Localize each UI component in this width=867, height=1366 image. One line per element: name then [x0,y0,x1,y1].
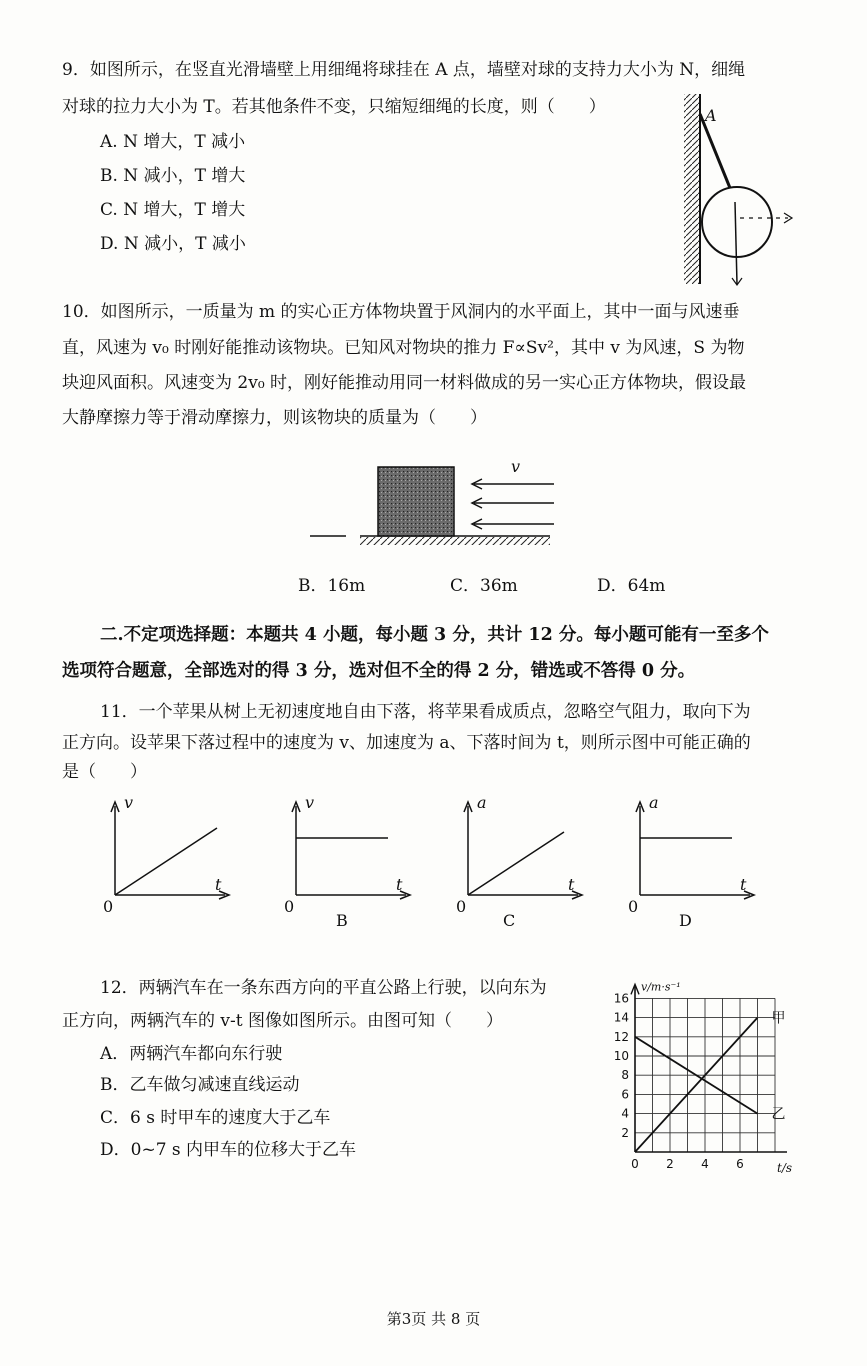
q9-point-a-label: A [705,106,717,125]
y-axis-label: v/m·s⁻¹ [641,980,681,994]
section2-heading-line-1: 二.不定项选择题：本题共 4 小题，每小题 3 分，共计 12 分。每小题可能有一至多个 [100,625,769,645]
q12-option-b: B．乙车做匀减速直线运动 [100,1075,300,1095]
q12-vt-chart [600,980,800,1184]
q10-wind-tunnel-figure [310,462,560,552]
y-tick-label: 6 [621,1087,629,1102]
q12-stem-line-1: 12．两辆汽车在一条东西方向的平直公路上行驶，以向东为 [100,978,547,998]
q10-wind-label: v [511,457,521,476]
q11-graph-c-x-label: t [568,875,575,894]
q10-stem-line-1: 10．如图所示，一质量为 m 的实心正方体物块置于风洞内的水平面上，其中一面与风速垂 [62,302,740,322]
q12-option-a: A．两辆汽车都向东行驶 [100,1044,283,1064]
q11-graph-a-x-label: t [215,875,222,894]
q11-graph-b-x-label: t [396,875,403,894]
q11-graph-d-caption: D [679,911,692,930]
y-tick-label: 2 [621,1125,629,1140]
q9-rope [700,114,730,188]
q11-graph-a-origin: 0 [103,897,114,916]
q11-graph-d-y-label: a [649,793,659,812]
x-tick-label: 6 [736,1157,744,1171]
q11-graph-a-y-label: v [124,793,134,812]
series-line-jia [635,1018,758,1152]
q11-graph-c-y-label: a [477,793,487,812]
x-tick-label: 4 [701,1157,709,1171]
q9-ball [702,187,772,257]
q12-option-d: D．0~7 s 内甲车的位移大于乙车 [100,1140,357,1160]
y-tick-label: 10 [613,1049,629,1063]
q9-wall-ball-figure [680,92,800,292]
q11-stem-line-3: 是（ ） [62,762,147,782]
q11-graph-d-x-label: t [740,875,747,894]
q11-graph-a-plot-line [115,828,217,895]
q11-graph-d-origin: 0 [628,897,639,916]
q9-wall-hatch [684,94,700,284]
q10-option-b: B．16m [298,576,366,596]
q11-graph-b-caption: B [336,911,348,930]
q11-graph-c-plot-line [468,832,564,895]
q10-stem-line-3: 块迎风面积。风速变为 2v₀ 时，刚好能推动用同一材料做成的另一实心正方体物块，假设最 [62,373,747,393]
q9-option-a: A. N 增大，T 减小 [100,132,246,152]
q9-stem-line-2: 对球的拉力大小为 T。若其他条件不变，只缩短细绳的长度，则（ ） [62,97,606,117]
y-tick-label: 14 [613,1010,629,1025]
y-tick-label: 16 [613,991,629,1006]
q11-graph-c-caption: C [503,911,516,930]
q10-stem-line-2: 直，风速为 v₀ 时刚好能推动该物块。已知风对物块的推力 F∝Sv²，其中 v 为风速，S 为物 [62,338,745,358]
page-footer: 第3页 共 8 页 [386,1310,481,1328]
q10-option-d: D．64m [597,576,666,596]
q11-graph-b-y-label: v [305,793,315,812]
q12-stem-line-2: 正方向，两辆汽车的 v-t 图像如图所示。由图可知（ ） [62,1011,503,1031]
q10-floor-hatch [360,537,550,545]
q10-option-c: C．36m [450,576,518,596]
q9-option-c: C. N 增大，T 增大 [100,200,246,220]
series-label-yi: 乙 [771,1106,786,1123]
q9-gravity-arrow [735,202,737,284]
x-axis-label: t/s [777,1161,793,1175]
q9-option-d: D. N 减小，T 减小 [100,234,246,254]
x-tick-label: 0 [631,1157,639,1171]
section2-heading-line-2: 选项符合题意，全部选对的得 3 分，选对但不全的得 2 分，错选或不答得 0 分。 [62,661,696,681]
y-tick-label: 4 [621,1106,629,1121]
series-label-jia: 甲 [771,1010,786,1027]
q10-block [378,467,454,536]
q9-stem-line-1: 9．如图所示，在竖直光滑墙壁上用细绳将球挂在 A 点，墙壁对球的支持力大小为 N，细绳 [62,60,746,80]
q11-stem-line-1: 11．一个苹果从树上无初速度地自由下落，将苹果看成质点，忽略空气阻力，取向下为 [100,702,751,722]
y-tick-label: 12 [613,1029,629,1044]
q9-option-b: B. N 减小，T 增大 [100,166,246,186]
q11-stem-line-2: 正方向。设苹果下落过程中的速度为 v、加速度为 a、下落时间为 t，则所示图中可能正确的 [62,733,751,753]
q11-graph-c-origin: 0 [456,897,467,916]
q10-stem-line-4: 大静摩擦力等于滑动摩擦力，则该物块的质量为（ ） [62,408,487,428]
y-tick-label: 8 [621,1068,629,1083]
q11-graph-b-origin: 0 [284,897,295,916]
q12-option-c: C．6 s 时甲车的速度大于乙车 [100,1108,331,1128]
x-tick-label: 2 [666,1157,674,1171]
